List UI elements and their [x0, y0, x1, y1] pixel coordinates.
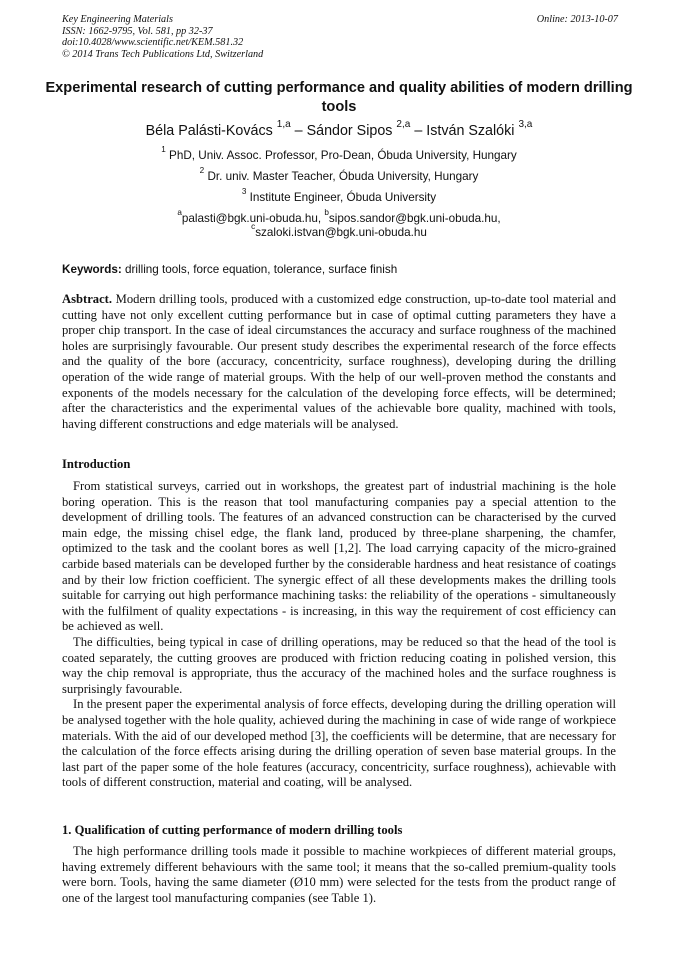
affiliation-number: 3 [241, 187, 247, 197]
email-block [40, 208, 638, 240]
journal-name: Key Engineering Materials [62, 14, 173, 25]
keywords-line [62, 263, 618, 276]
online-date: Online: 2013-10-07 [536, 14, 618, 25]
author-name: Béla Palásti-Kovács [145, 123, 273, 139]
author-separator: – [294, 123, 303, 139]
email-superscript: b [324, 208, 329, 218]
copyright-line: © 2014 Trans Tech Publications Ltd, Switzerland [62, 48, 264, 60]
introduction-body [62, 479, 616, 791]
affiliation-number: 2 [199, 166, 205, 176]
email-superscript: a [177, 208, 182, 218]
author-superscript: 2,a [396, 119, 411, 131]
doi-line: doi:10.4028/www.scientific.net/KEM.581.32 [62, 37, 244, 48]
author-name: Sándor Sipos [306, 123, 393, 139]
affiliation-number: 1 [161, 145, 166, 155]
affiliation-text: PhD, Univ. Assoc. Professor, Pro-Dean, Óbuda University, Hungary [169, 149, 517, 162]
keywords-label: Keywords: [62, 263, 122, 276]
paper-title: Experimental research of cutting performance and quality abilities of modern drilling tools [45, 80, 633, 115]
section-heading: 1. Qualification of cutting performance of modern drilling tools [62, 823, 403, 837]
email-b[interactable]: sipos.sandor@bgk.uni-obuda.hu, [328, 212, 501, 225]
author-name: István Szalóki [426, 123, 515, 139]
paragraph: The difficulties, being typical in case of drilling operations, may be reduced so that the head of the tool is coated separately, the cutting grooves are produced with friction reducing coating in polished version, this way the chip removal is appropriate, thus the accuracy of the machined holes and the surface roughness is surprisingly favourable. [62, 634, 616, 696]
paragraph: In the present paper the experimental analysis of force effects, developing during the drilling operation will be analysed together with the hole quality, achieved during the machining in case of wide range of workpiece materials. With the aid of our developed method [3], the coefficients will be determine, that are necessary for the calculation of the force effects arising during the drilling operation of seven base material groups. In the last part of the paper some of the hole features (accuracy, concentricity, surface roughness), achievable with tools of different construction, material and coating, will be analysed. [62, 697, 616, 790]
abstract-label: Asbtract. [62, 292, 113, 306]
introduction-heading: Introduction [62, 457, 131, 471]
email-a[interactable]: palasti@bgk.uni-obuda.hu, [181, 212, 322, 225]
abstract [62, 292, 616, 432]
paragraph: From statistical surveys, carried out in workshops, the greatest part of industrial machining is the hole boring operation. This is the reason that tool manufacturing companies pay a special attention to the development of drilling tools. The features of an advanced construction can be characterised by the curved main edge, the missing chisel edge, the flank land, produced by three-plane sharpening, the chamfer, optimized to the task and the coolant bores as well [1,2]. The load carrying capacity of the micro-grained carbide based materials can be developed further by the considerable hardness and heat resistance of coatings and by their low friction coefficient. The synergic effect of all these developments makes the drilling tools suitable for carrying out high performance machining tasks: the reliability of the operations - simultaneously with the fulfilment of quality expectations - is increasing, in this way the requirement of cost efficiency can be achieved as well. [62, 479, 616, 634]
author-list [40, 121, 638, 141]
section-body [62, 844, 616, 906]
abstract-text: Modern drilling tools, produced with a customized edge construction, up-to-date tool material and cutting have not only excellent cutting performance but in case of optimal cutting parameters they have a proper chip transport. In the case of ideal circumstances the accuracy and surface roughness of the machined holes are surprisingly favourable. Our present study describes the experimental research of the force effects and the quality of the bore (accuracy, concentricity, surface roughness), developing during the drilling operation of the wide range of material groups. With the help of our well-proven method the constants and exponents of the models necessary for the calculation of the developing force effects, will be determined; after the characteristics and the experimental values of the achievable bore quality, machined with tools, having different constructions and edge materials will be analysed. [62, 292, 616, 431]
author-superscript: 3,a [518, 119, 533, 131]
affiliation [40, 145, 638, 163]
affiliation [40, 166, 638, 184]
keywords-text: drilling tools, force equation, tolerance, surface finish [125, 263, 398, 276]
paragraph: The high performance drilling tools made it possible to machine workpieces of different material groups, having extremely different behaviours with the same tool; it means that the so-called premium-quality tools were born. Tools, having the same diameter (Ø10 mm) were selected for the tests from the product range of one of the largest tool manufacturing companies (see Table 1). [62, 844, 616, 905]
author-separator: – [414, 123, 423, 139]
affiliation [40, 187, 638, 205]
affiliation-text: Institute Engineer, Óbuda University [249, 191, 437, 204]
author-superscript: 1,a [276, 119, 291, 131]
email-c[interactable]: szaloki.istvan@bgk.uni-obuda.hu [255, 226, 427, 239]
email-superscript: c [251, 222, 256, 232]
issn-line: ISSN: 1662-9795, Vol. 581, pp 32-37 [62, 25, 213, 37]
affiliation-text: Dr. univ. Master Teacher, Óbuda University, Hungary [207, 170, 479, 183]
journal-header [62, 14, 618, 60]
